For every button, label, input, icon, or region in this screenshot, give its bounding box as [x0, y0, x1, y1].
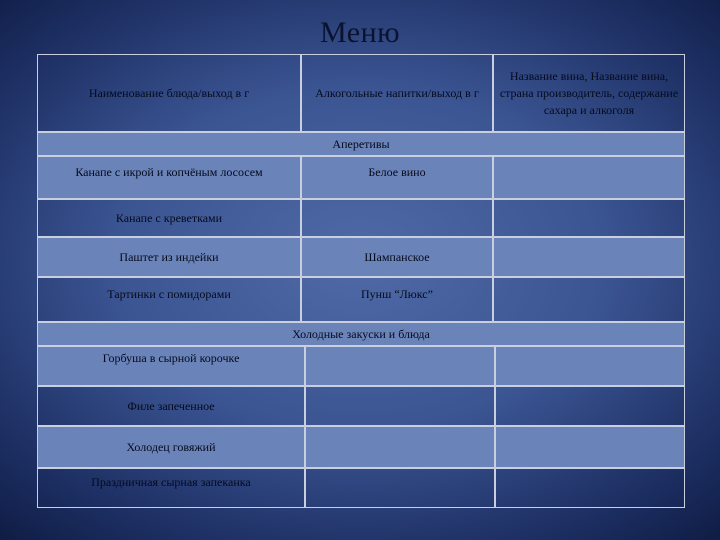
drink-cell: [305, 386, 495, 426]
wine-cell: [493, 277, 685, 322]
wine-cell: [493, 199, 685, 237]
dish-cell: Паштет из индейки: [37, 237, 301, 277]
dish-cell: Горбуша в сырной корочке: [37, 346, 305, 386]
drink-cell: Пунш “Люкс”: [301, 277, 493, 322]
dish-cell: Филе запеченное: [37, 386, 305, 426]
header-drinks: Алкогольные напитки/выход в г: [301, 54, 493, 132]
dish-cell: Канапе с икрой и копчёным лососем: [37, 156, 301, 199]
section-aperitifs: Аперетивы: [37, 132, 685, 156]
section-cold-dishes: Холодные закуски и блюда: [37, 322, 685, 346]
dish-cell: Тартинки с помидорами: [37, 277, 301, 322]
wine-cell: [495, 346, 685, 386]
drink-cell: Шампанское: [301, 237, 493, 277]
drink-cell: [305, 426, 495, 468]
drink-cell: [305, 346, 495, 386]
header-wine: Название вина, Название вина, страна производитель, содержание сахара и алкоголя: [493, 54, 685, 132]
header-dish: Наименование блюда/выход в г: [37, 54, 301, 132]
wine-cell: [493, 156, 685, 199]
dish-cell: Канапе с креветками: [37, 199, 301, 237]
wine-cell: [495, 468, 685, 508]
page-title: Меню: [319, 16, 401, 49]
dish-cell: Холодец говяжий: [37, 426, 305, 468]
wine-cell: [495, 426, 685, 468]
drink-cell: [301, 199, 493, 237]
dish-cell: Праздничная сырная запеканка: [37, 468, 305, 508]
wine-cell: [495, 386, 685, 426]
drink-cell: [305, 468, 495, 508]
wine-cell: [493, 237, 685, 277]
drink-cell: Белое вино: [301, 156, 493, 199]
